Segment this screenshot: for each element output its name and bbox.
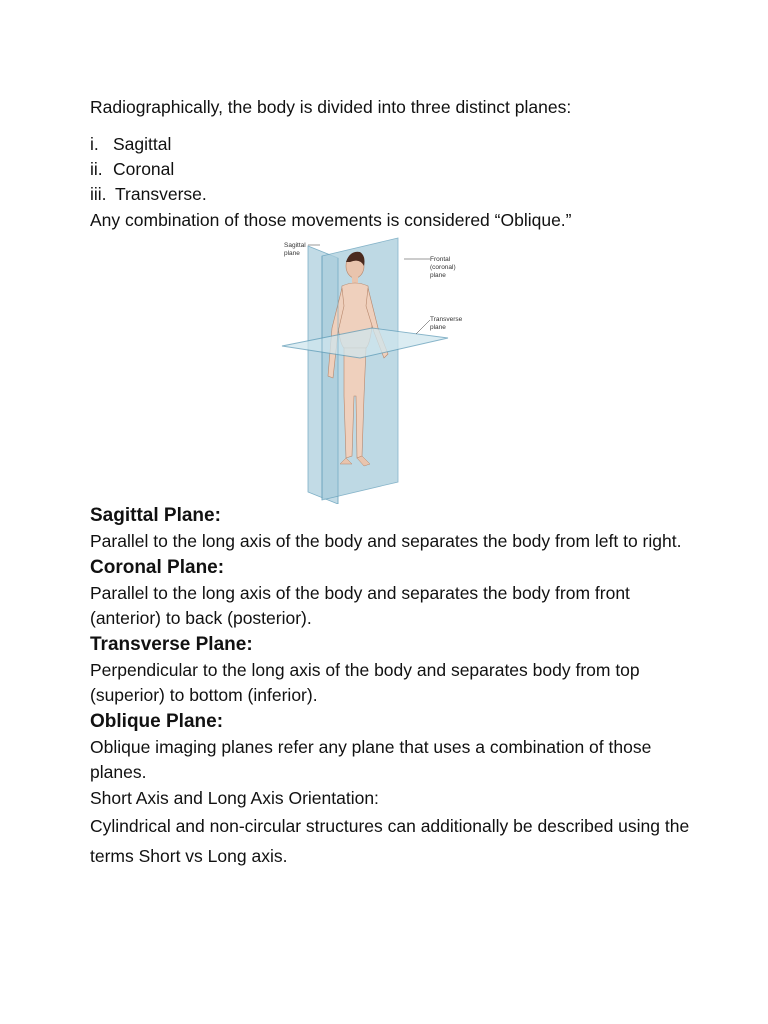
transverse-plane-shape: [282, 328, 448, 358]
section-body: Oblique imaging planes refer any plane that uses a combination of those planes.: [90, 737, 652, 782]
frontal-label-line: Frontal: [430, 256, 451, 263]
frontal-label-line: plane: [430, 272, 446, 279]
body-planes-figure: [280, 236, 470, 504]
section-sagittal: [90, 503, 690, 554]
list-label: Coronal: [113, 159, 175, 179]
axis-orientation-title: Short Axis and Long Axis Orientation:: [90, 788, 379, 808]
frontal-label: [404, 256, 456, 279]
section-heading: Oblique Plane:: [90, 711, 224, 732]
section-body: Parallel to the long axis of the body and separates the body from left to right.: [90, 531, 682, 551]
list-number: i.: [90, 134, 99, 154]
body-planes-illustration: [280, 236, 470, 504]
section-oblique: [90, 709, 690, 785]
transverse-label-line: Transverse: [430, 316, 463, 323]
section-body: Parallel to the long axis of the body and separates the body from front (anterior) to back (posterior).: [90, 583, 630, 628]
section-heading: Transverse Plane:: [90, 634, 253, 655]
sagittal-label-line: Sagittal: [284, 242, 306, 249]
oblique-note: Any combination of those movements is considered “Oblique.”: [90, 210, 572, 230]
frontal-label-line: (coronal): [430, 264, 456, 271]
list-number: iii.: [90, 184, 107, 204]
list-item: [90, 182, 207, 207]
section-heading: Coronal Plane:: [90, 557, 225, 578]
list-number: ii.: [90, 159, 103, 179]
intro-text: Radiographically, the body is divided into three distinct planes:: [90, 97, 572, 117]
transverse-label: [416, 316, 463, 334]
axis-orientation-body: Cylindrical and non-circular structures can additionally be described using the terms Short vs Long axis.: [90, 816, 690, 866]
section-coronal: [90, 555, 690, 631]
list-item: [90, 132, 207, 157]
plane-definitions: [90, 503, 690, 871]
section-heading: Sagittal Plane:: [90, 505, 221, 526]
section-transverse: [90, 632, 690, 708]
sagittal-label-line: plane: [284, 250, 300, 257]
list-label: Transverse.: [115, 184, 207, 204]
section-body: Perpendicular to the long axis of the body and separates body from top (superior) to bottom (inferior).: [90, 660, 640, 705]
axis-orientation: [90, 786, 690, 871]
planes-list: [90, 132, 207, 207]
list-label: Sagittal: [113, 134, 172, 154]
list-item: [90, 157, 207, 182]
transverse-label-line: plane: [430, 324, 446, 331]
